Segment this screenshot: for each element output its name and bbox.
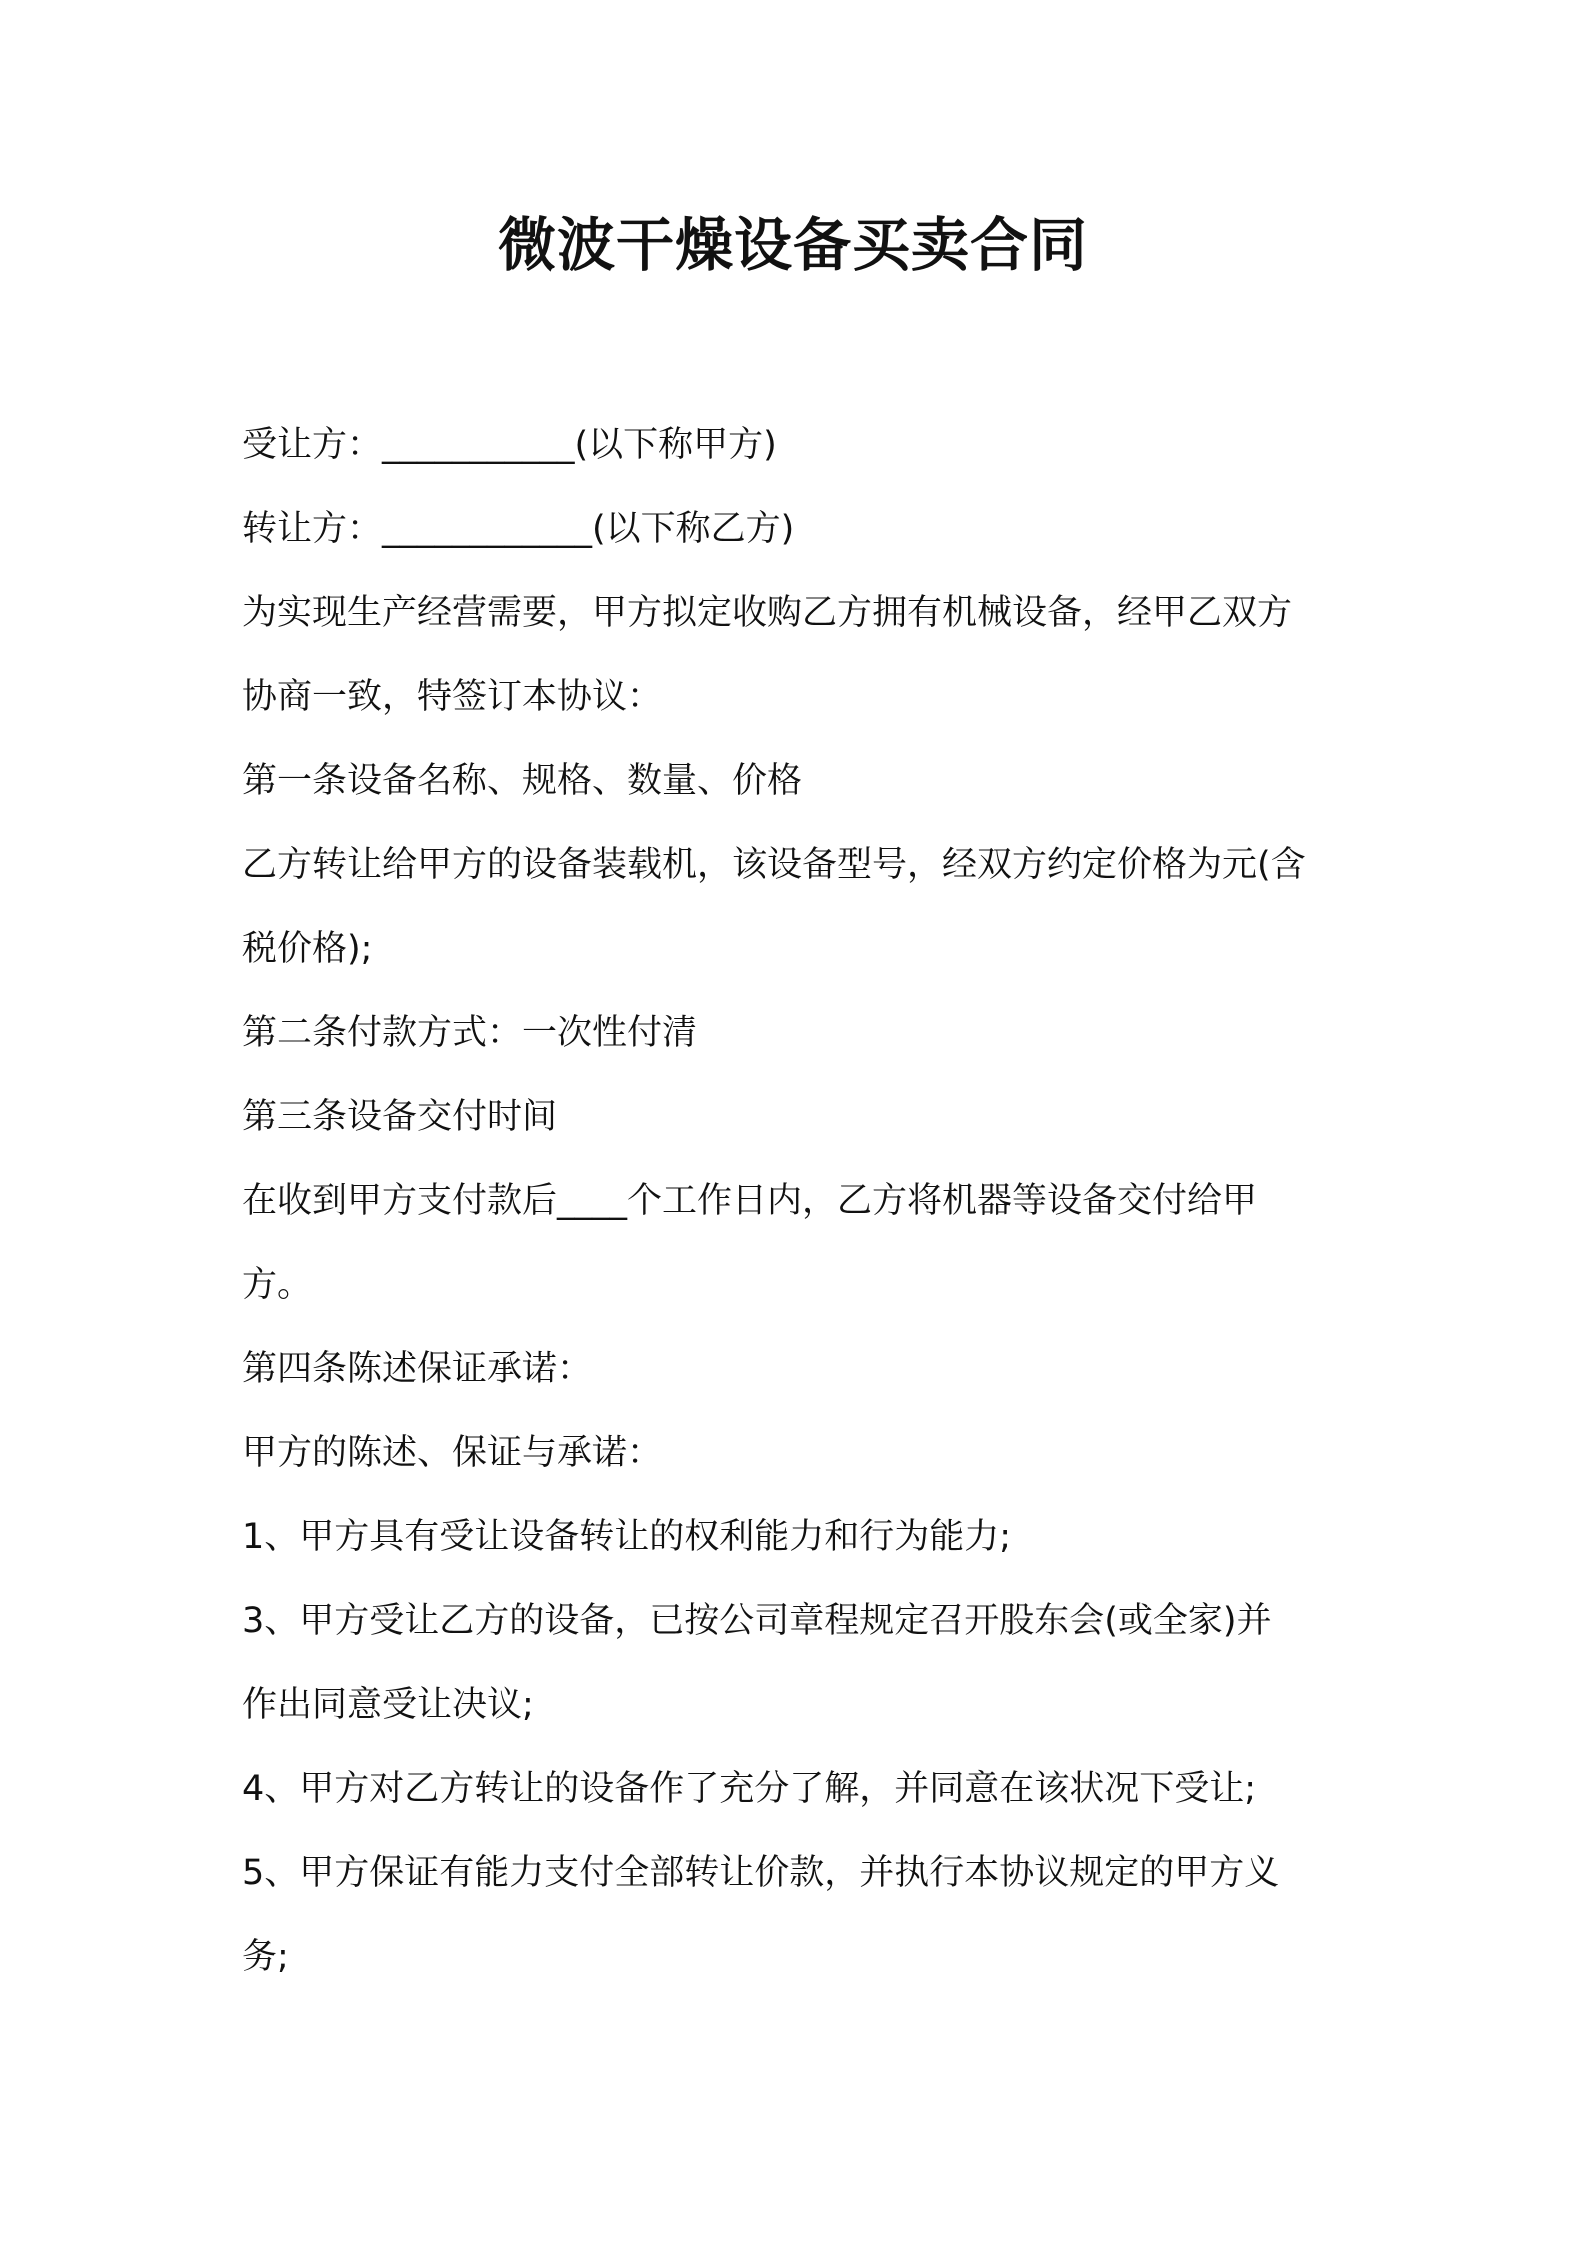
article-3-heading: 第三条设备交付时间	[242, 1097, 558, 1137]
clause-4: 4、甲方对乙方转让的设备作了充分了解，并同意在该状况下受让;	[242, 1769, 1257, 1809]
contract-body	[242, 403, 1362, 1999]
clause-1: 1、甲方具有受让设备转让的权利能力和行为能力;	[242, 1517, 1012, 1557]
article-3-text-1: 在收到甲方支付款后____个工作日内，乙方将机器等设备交付给甲	[242, 1181, 1258, 1221]
article-4-heading: 第四条陈述保证承诺：	[242, 1349, 593, 1389]
clause-5-line-2: 务;	[242, 1937, 289, 1977]
line-preamble-2: 协商一致，特签订本协议：	[242, 677, 663, 717]
line-preamble-1: 为实现生产经营需要，甲方拟定收购乙方拥有机械设备，经甲乙双方	[242, 593, 1293, 633]
article-1-text-2: 税价格);	[242, 929, 373, 969]
line-assignee: 受让方：___________(以下称甲方)	[242, 425, 777, 465]
contract-title: 微波干燥设备买卖合同	[497, 211, 1088, 279]
article-1-heading: 第一条设备名称、规格、数量、价格	[242, 761, 803, 801]
article-3-text-2: 方。	[242, 1265, 313, 1305]
clause-5-line-1: 5、甲方保证有能力支付全部转让价款，并执行本协议规定的甲方义	[242, 1853, 1280, 1893]
party-a-statement-heading: 甲方的陈述、保证与承诺：	[242, 1433, 663, 1473]
article-2-heading: 第二条付款方式：一次性付清	[242, 1013, 698, 1053]
article-1-text-1: 乙方转让给甲方的设备装载机，该设备型号，经双方约定价格为元(含	[242, 845, 1306, 885]
clause-3-line-2: 作出同意受让决议;	[242, 1685, 534, 1725]
clause-3-line-1: 3、甲方受让乙方的设备，已按公司章程规定召开股东会(或全家)并	[242, 1601, 1272, 1641]
line-assignor: 转让方：____________(以下称乙方)	[242, 509, 795, 549]
